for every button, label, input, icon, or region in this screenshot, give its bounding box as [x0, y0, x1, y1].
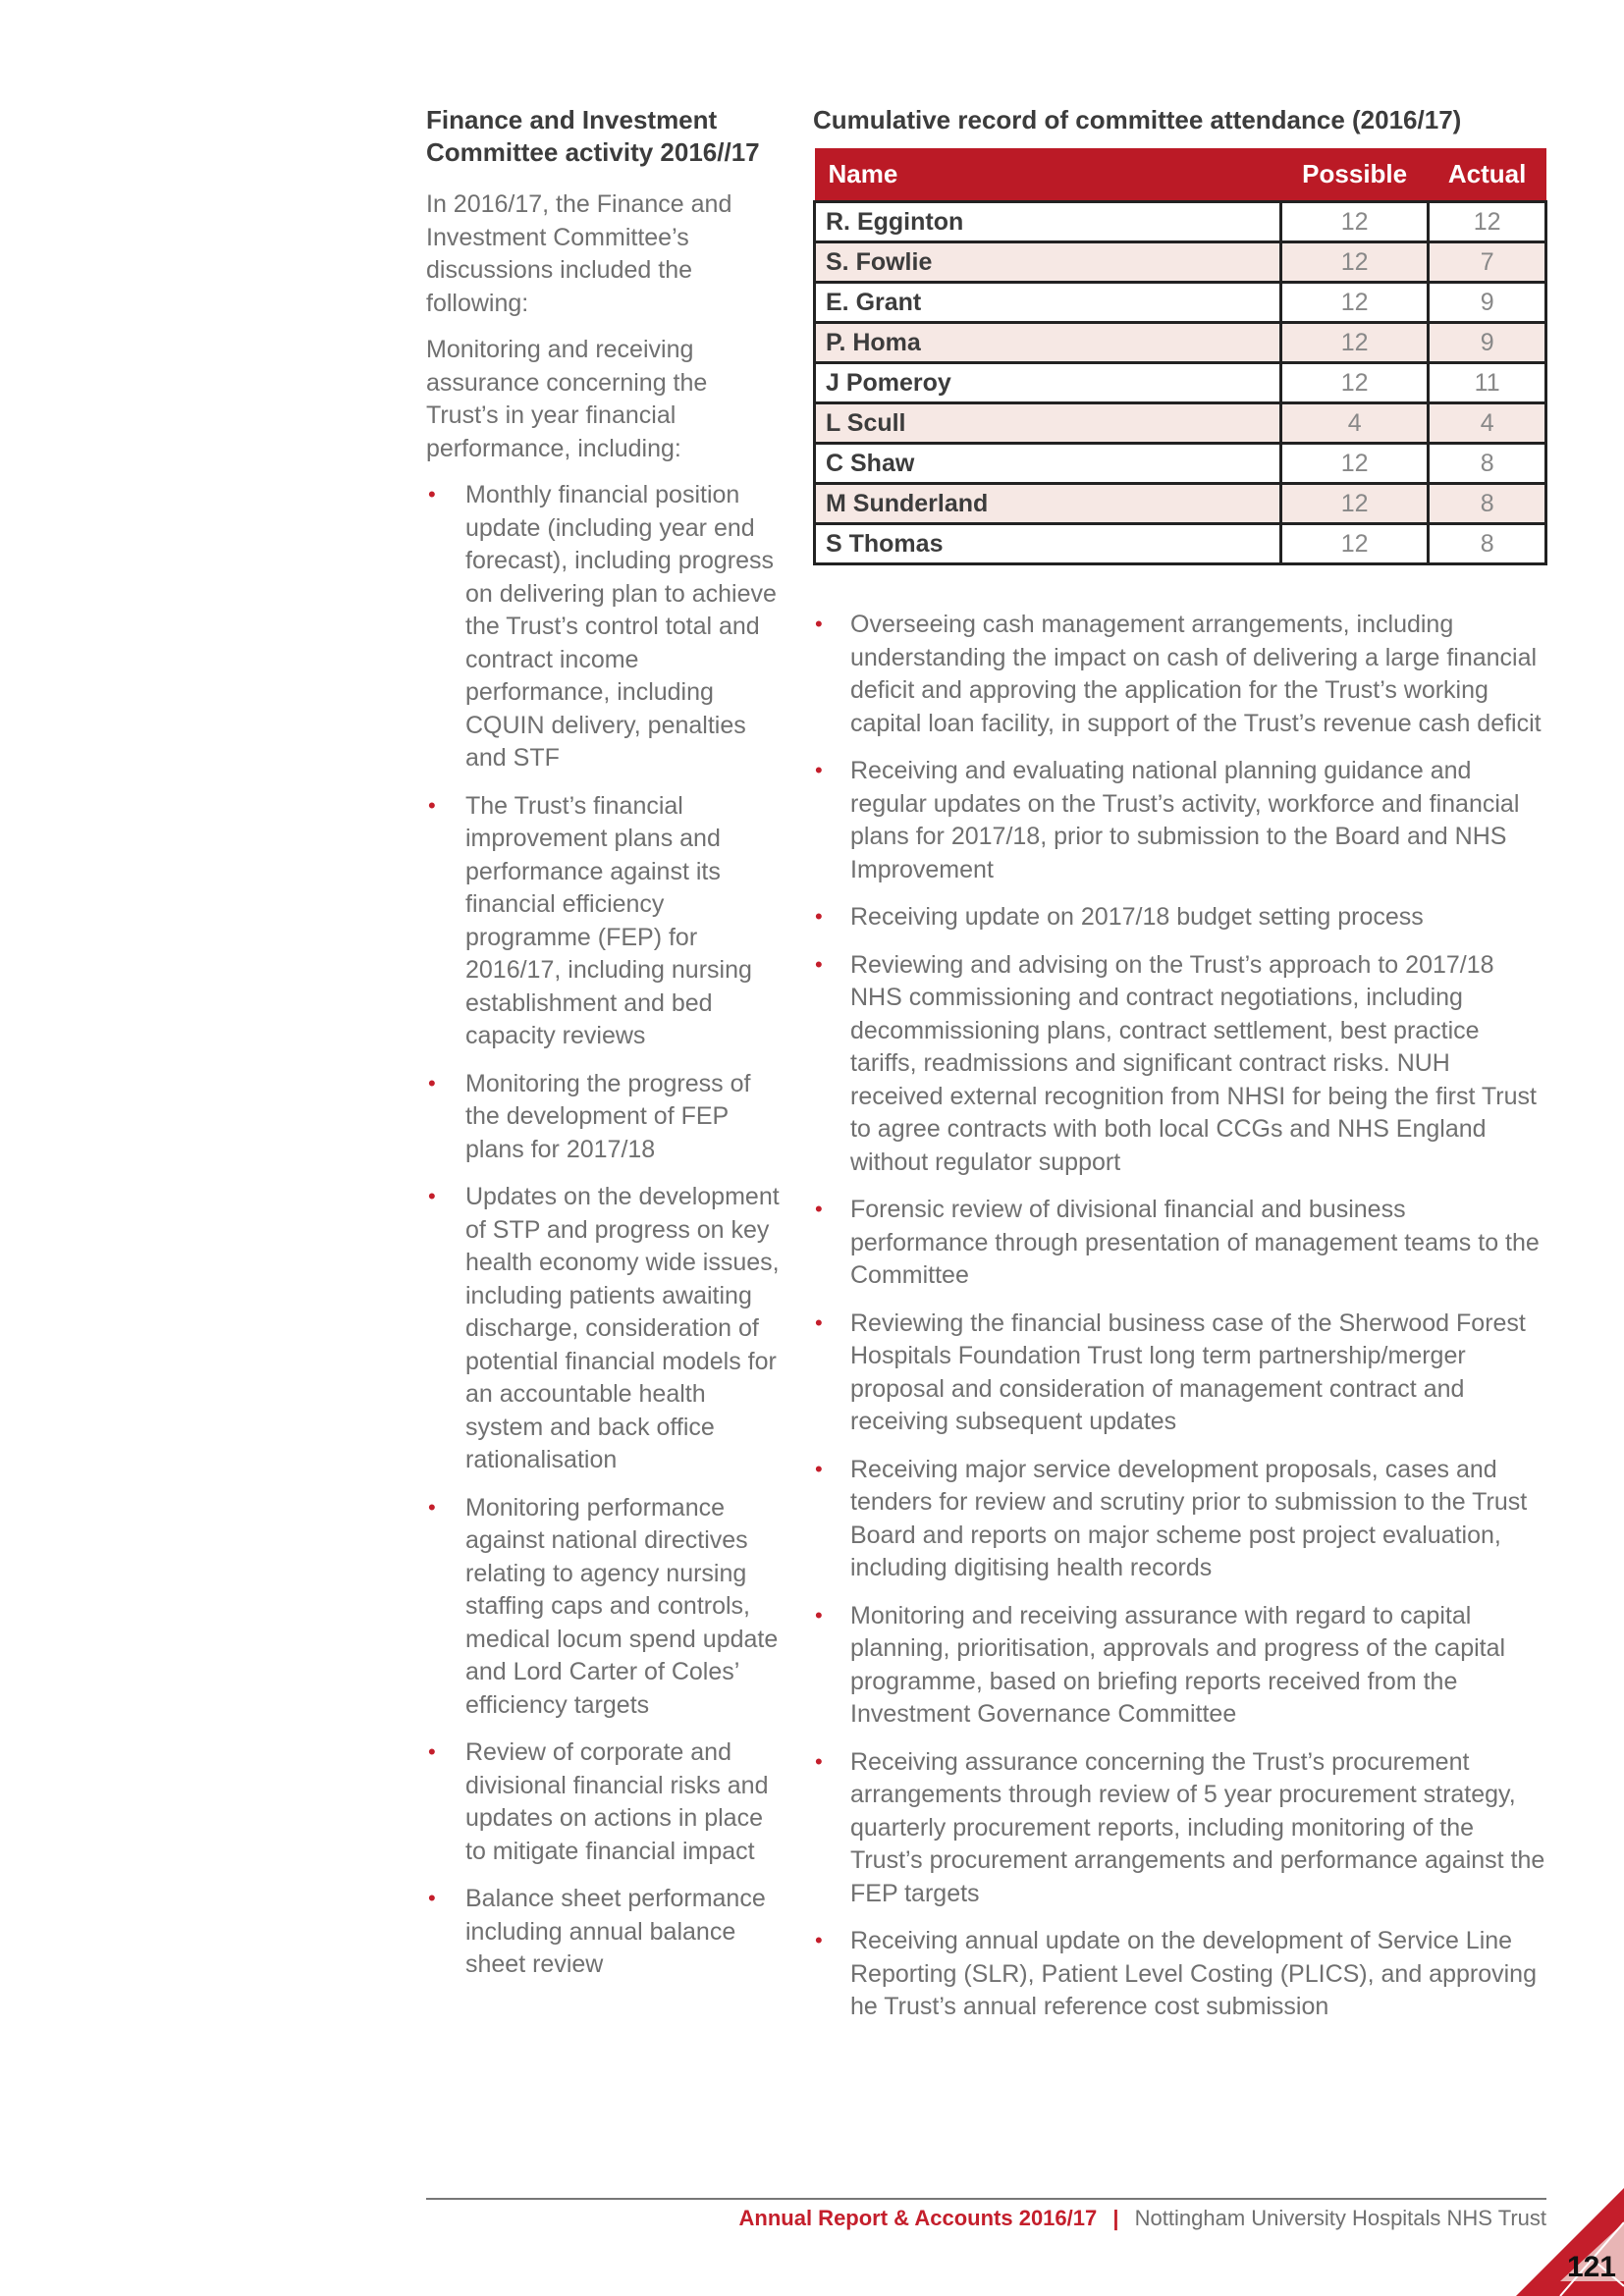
bullet-icon: •	[428, 1886, 436, 1910]
bullet-icon: •	[815, 1748, 823, 1774]
bullet-item	[813, 1308, 1549, 1439]
actual-count: 9	[1429, 283, 1546, 323]
bullet-item	[813, 755, 1549, 886]
bullet-icon: •	[815, 1602, 823, 1628]
bullet-item	[426, 1181, 785, 1477]
actual-count: 12	[1429, 202, 1546, 242]
member-name: L Scull	[815, 403, 1281, 444]
footer	[739, 2206, 1546, 2231]
bullet-text: Monitoring and receiving assurance with regard to capital planning, prioritisation, approvals and progress of the capital programme, based on briefing reports received from the Investment Governance Committee	[850, 1601, 1506, 1728]
bullet-icon: •	[815, 1928, 823, 1952]
possible-count: 12	[1281, 283, 1429, 323]
bullet-icon: •	[428, 482, 436, 507]
bullet-icon: •	[815, 951, 823, 977]
bullet-text: Receiving and evaluating national planning guidance and regular updates on the Trust’s activity, workforce and financial plans for 2017/18, prior to submission to the Board and NHS Improvement	[850, 757, 1520, 883]
possible-count: 12	[1281, 202, 1429, 242]
bullet-icon: •	[428, 792, 436, 818]
bullet-item	[813, 1925, 1549, 2024]
member-name: J Pomeroy	[815, 363, 1281, 403]
table-row	[815, 363, 1546, 403]
bullet-icon: •	[815, 904, 823, 929]
section-heading: Finance and Investment Committee activity 2016//17	[426, 105, 760, 167]
member-name: E. Grant	[815, 283, 1281, 323]
table-row	[815, 524, 1546, 564]
actual-count: 9	[1429, 323, 1546, 363]
footer-separator: |	[1112, 2206, 1119, 2230]
bullet-item	[813, 901, 1549, 934]
possible-count: 12	[1281, 444, 1429, 484]
actual-count: 11	[1429, 363, 1546, 403]
col-header-possible: Possible	[1281, 148, 1429, 202]
member-name: C Shaw	[815, 444, 1281, 484]
possible-count: 12	[1281, 323, 1429, 363]
left-bullet-list	[426, 479, 785, 1982]
bullet-item	[426, 1883, 785, 1982]
bullet-icon: •	[428, 1494, 436, 1520]
bullet-text: Receiving major service development proposals, cases and tenders for review and scrutiny prior to submission to the Trust Board and reports on major scheme post project evaluation, including digitising health records	[850, 1455, 1528, 1581]
actual-count: 4	[1429, 403, 1546, 444]
bullet-item	[813, 1746, 1549, 1911]
possible-count: 12	[1281, 484, 1429, 524]
table-row	[815, 484, 1546, 524]
possible-count: 4	[1281, 403, 1429, 444]
bullet-text: Forensic review of divisional financial and business performance through presentation of management teams to the Committee	[850, 1196, 1540, 1289]
bullet-item	[426, 1068, 785, 1167]
member-name: M Sunderland	[815, 484, 1281, 524]
table-row	[815, 403, 1546, 444]
bullet-text: Balance sheet performance including annual balance sheet review	[465, 1885, 766, 1978]
bullet-text: Monthly financial position update (including year end forecast), including progress on delivering plan to achieve the Trust’s control total and contract income performance, including CQUIN delivery, penalties and STF	[465, 481, 777, 772]
col-header-actual: Actual	[1429, 148, 1546, 202]
page-number: 121	[1566, 2251, 1616, 2283]
bullet-text: The Trust’s financial improvement plans and performance against its financial efficiency programme (FEP) for 2016/17, including nursing establishment and bed capacity reviews	[465, 791, 752, 1049]
table-row	[815, 202, 1546, 242]
bullet-icon: •	[815, 612, 823, 636]
actual-count: 8	[1429, 444, 1546, 484]
attendance-table	[813, 148, 1547, 565]
bullet-icon: •	[815, 1309, 823, 1335]
bullet-text: Overseeing cash management arrangements, including understanding the impact on cash of delivering a large financial deficit and approving the application for the Trust’s working capital loan facility, in support of the Trust’s revenue cash deficit	[850, 611, 1542, 737]
organisation-name: Nottingham University Hospitals NHS Trust	[1134, 2206, 1546, 2230]
bullet-icon: •	[428, 1739, 436, 1764]
bullet-icon: •	[815, 1456, 823, 1481]
bullet-item	[426, 479, 785, 775]
possible-count: 12	[1281, 524, 1429, 564]
bullet-text: Review of corporate and divisional financial risks and updates on actions in place to mitigate financial impact	[465, 1738, 769, 1865]
sub-paragraph: Monitoring and receiving assurance concerning the Trust’s in year financial performance, including:	[426, 336, 708, 462]
bullet-text: Receiving update on 2017/18 budget setting process	[850, 903, 1424, 931]
table-row	[815, 323, 1546, 363]
left-column	[426, 104, 785, 1997]
footer-divider	[426, 2198, 1546, 2200]
right-bullet-list	[813, 609, 1549, 2024]
member-name: R. Egginton	[815, 202, 1281, 242]
bullet-item	[813, 1600, 1549, 1732]
table-row	[815, 242, 1546, 283]
member-name: S Thomas	[815, 524, 1281, 564]
bullet-icon: •	[428, 1184, 436, 1208]
bullet-icon: •	[428, 1070, 436, 1095]
bullet-text: Reviewing and advising on the Trust’s approach to 2017/18 NHS commissioning and contract negotiations, including decommissioning plans, contract settlement, best practice tariffs, readmissions and significant contract risks. NUH received external recognition from NHSI for being the first Trust to agree contracts with both local CCGs and NHS England without regulator support	[850, 950, 1537, 1176]
table-heading: Cumulative record of committee attendance (2016/17)	[813, 105, 1462, 134]
bullet-item	[813, 1194, 1549, 1293]
bullet-item	[813, 609, 1549, 740]
bullet-item	[426, 1492, 785, 1723]
bullet-text: Reviewing the financial business case of the Sherwood Forest Hospitals Foundation Trust long term partnership/merger proposal and consideration of management contract and receiving subsequent updates	[850, 1308, 1526, 1435]
bullet-text: Monitoring performance against national directives relating to agency nursing staffing caps and controls, medical locum spend update and Lord Carter of Coles’ efficiency targets	[465, 1493, 779, 1719]
bullet-text: Updates on the development of STP and progress on key health economy wide issues, including patients awaiting discharge, consideration of potential financial models for an accountable health system and back office rationalisation	[465, 1183, 780, 1473]
actual-count: 7	[1429, 242, 1546, 283]
bullet-item	[813, 1454, 1549, 1585]
table-row	[815, 283, 1546, 323]
bullet-item	[426, 790, 785, 1053]
bullet-icon: •	[815, 1197, 823, 1221]
bullet-item	[426, 1736, 785, 1868]
possible-count: 12	[1281, 363, 1429, 403]
bullet-text: Monitoring the progress of the development of FEP plans for 2017/18	[465, 1069, 751, 1163]
bullet-text: Receiving annual update on the development of Service Line Reporting (SLR), Patient Level Costing (PLICS), and approving he Trust’s annual reference cost submission	[850, 1927, 1537, 2020]
actual-count: 8	[1429, 484, 1546, 524]
bullet-text: Receiving assurance concerning the Trust’s procurement arrangements through review of 5 year procurement strategy, quarterly procurement reports, including monitoring of the Trust’s procurement arrangements and performance against the FEP targets	[850, 1747, 1545, 1907]
intro-paragraph: In 2016/17, the Finance and Investment Committee’s discussions included the following:	[426, 190, 732, 317]
col-header-name: Name	[815, 148, 1281, 202]
right-column	[813, 104, 1549, 2039]
member-name: S. Fowlie	[815, 242, 1281, 283]
member-name: P. Homa	[815, 323, 1281, 363]
report-title: Annual Report & Accounts 2016/17	[738, 2206, 1098, 2230]
actual-count: 8	[1429, 524, 1546, 564]
bullet-item	[813, 949, 1549, 1180]
table-row	[815, 444, 1546, 484]
bullet-icon: •	[815, 758, 823, 782]
possible-count: 12	[1281, 242, 1429, 283]
